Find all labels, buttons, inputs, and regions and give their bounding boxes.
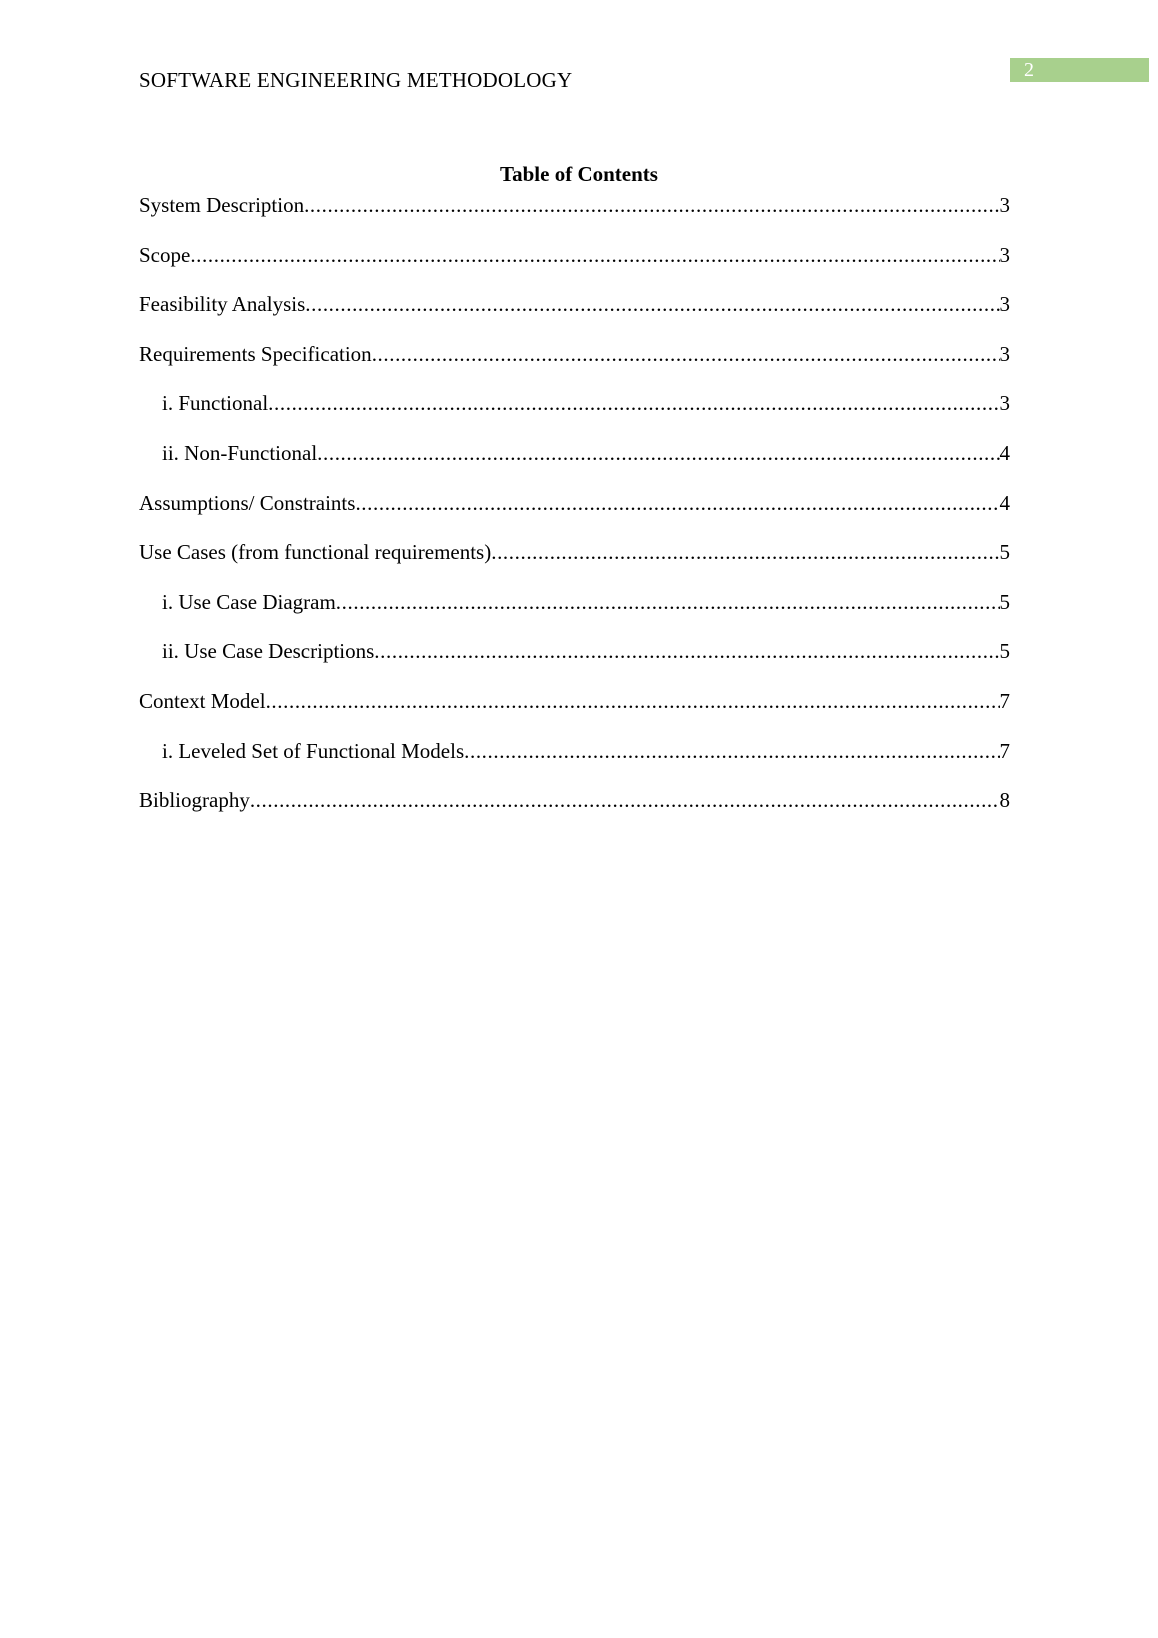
toc-entry-page: 4 [999, 490, 1010, 515]
toc-entry-system-description[interactable] [139, 190, 1010, 240]
dot-leader [190, 240, 999, 270]
toc-entry-page: 3 [999, 391, 1010, 416]
dot-leader [355, 488, 999, 518]
toc-entry-use-cases[interactable] [139, 537, 1010, 587]
toc-entry-label: i. Use Case Diagram [162, 589, 336, 614]
toc-entry-page: 3 [999, 341, 1010, 366]
toc-entry-label: Context Model [139, 688, 266, 713]
toc-entry-label: Use Cases (from functional requirements) [139, 540, 492, 565]
toc-entry-label: i. Leveled Set of Functional Models [162, 738, 465, 763]
toc-entry-page: 7 [999, 738, 1010, 763]
toc-entry-page: 3 [999, 292, 1010, 317]
table-of-contents [139, 190, 1010, 835]
dot-leader [268, 388, 999, 418]
toc-entry-use-case-diagram[interactable] [139, 587, 1010, 637]
toc-entry-context-model[interactable] [139, 686, 1010, 736]
toc-entry-label: Feasibility Analysis [139, 292, 306, 317]
toc-entry-label: Bibliography [139, 788, 250, 813]
toc-entry-page: 3 [999, 242, 1010, 267]
toc-entry-feasibility-analysis[interactable] [139, 289, 1010, 339]
toc-entry-non-functional[interactable] [139, 438, 1010, 488]
dot-leader [372, 339, 1000, 369]
dot-leader [317, 438, 999, 468]
toc-entry-label: i. Functional [162, 391, 269, 416]
toc-entry-bibliography[interactable] [139, 785, 1010, 835]
toc-entry-leveled-functional-models[interactable] [139, 736, 1010, 786]
toc-entry-page: 8 [999, 788, 1010, 813]
toc-title: Table of Contents [500, 162, 658, 186]
dot-leader [374, 636, 999, 666]
page-number: 2 [1024, 59, 1034, 81]
toc-entry-assumptions-constraints[interactable] [139, 488, 1010, 538]
toc-entry-page: 5 [999, 589, 1010, 614]
toc-entry-label: ii. Use Case Descriptions [162, 639, 375, 664]
dot-leader [304, 190, 999, 220]
toc-entry-functional[interactable] [139, 388, 1010, 438]
toc-entry-page: 4 [999, 440, 1010, 465]
toc-entry-label: Scope [139, 242, 191, 267]
toc-entry-page: 5 [999, 639, 1010, 664]
toc-entry-page: 5 [999, 540, 1010, 565]
dot-leader [250, 785, 1000, 815]
dot-leader [305, 289, 999, 319]
page-number-badge [1010, 58, 1149, 82]
toc-entry-label: System Description [139, 193, 305, 217]
toc-entry-use-case-descriptions[interactable] [139, 636, 1010, 686]
dot-leader [491, 537, 999, 567]
running-head: SOFTWARE ENGINEERING METHODOLOGY [139, 68, 573, 92]
toc-entry-label: Assumptions/ Constraints [139, 490, 356, 515]
toc-entry-scope[interactable] [139, 240, 1010, 290]
toc-entry-page: 3 [999, 193, 1010, 217]
toc-entry-label: Requirements Specification [139, 341, 372, 366]
dot-leader [336, 587, 1000, 617]
dot-leader [266, 686, 1000, 716]
toc-entry-label: ii. Non-Functional [162, 440, 318, 465]
dot-leader [464, 736, 999, 766]
toc-entry-page: 7 [999, 688, 1010, 713]
toc-entry-requirements-specification[interactable] [139, 339, 1010, 389]
